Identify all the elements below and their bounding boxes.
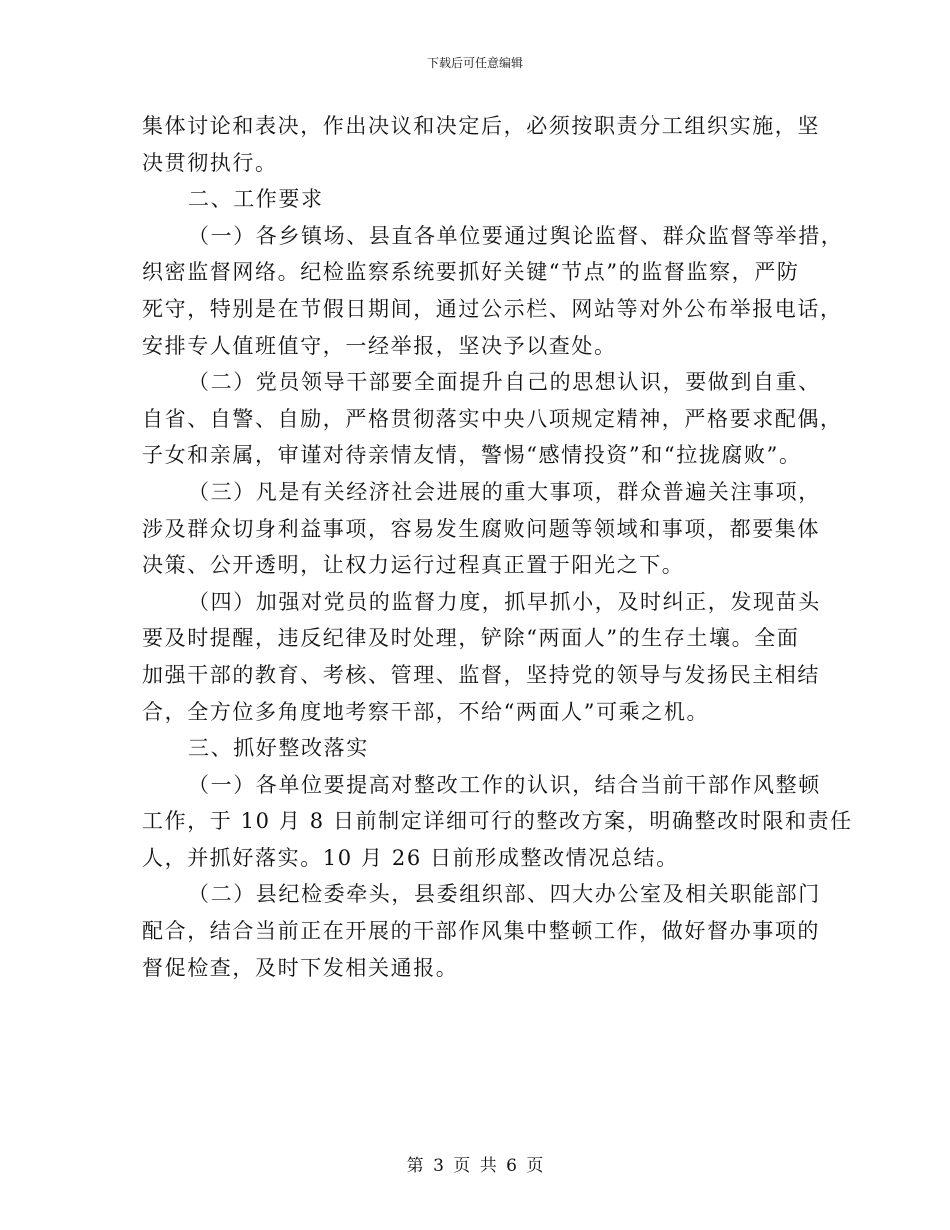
text-line: 安排专人值班值守，一经举报，坚决予以查处。 — [142, 333, 617, 358]
text-line: 织密监督网络。纪检监察系统要抓好关键“节点”的监督监察，严防 — [142, 260, 800, 285]
text-line: 要及时提醒，违反纪律及时处理，铲除“两面人”的生存土壤。全面 — [142, 626, 800, 651]
text-line: （三）凡是有关经济社会进展的重大事项，群众普遍关注事项， — [188, 479, 821, 504]
text-line: （一）各单位要提高对整改工作的认识，结合当前干部作风整顿 — [188, 772, 821, 797]
text-line: （一）各乡镇场、县直各单位要通过舆论监督、群众监督等举措， — [188, 223, 844, 248]
page-number: 第 3 页 共 6 页 — [406, 1156, 544, 1176]
text-line: （二）党员领导干部要全面提升自己的思想认识，要做到自重、 — [188, 370, 821, 395]
document-body — [142, 108, 853, 986]
text-line: 死守，特别是在节假日期间，通过公示栏、网站等对外公布举报电话， — [142, 296, 843, 321]
text-line: 配合，结合当前正在开展的干部作风集中整顿工作，做好督办事项的 — [142, 919, 820, 944]
section-heading: 二、工作要求 — [188, 187, 324, 212]
text-line: （二）县纪检委牵头，县委组织部、四大办公室及相关职能部门 — [188, 882, 821, 907]
text-line: 子女和亲属，审谨对待亲情友情，警惕“感情投资”和“拉拢腐败”。 — [142, 443, 802, 468]
text-line: 工作，于 10 月 8 日前制定详细可行的整改方案，明确整改时限和责任 — [142, 809, 853, 834]
text-line: 人，并抓好落实。10 月 26 日前形成整改情况总结。 — [142, 845, 679, 870]
text-line: 涉及群众切身利益事项，容易发生腐败问题等领域和事项，都要集体 — [142, 516, 820, 541]
text-line: 督促检查，及时下发相关通报。 — [142, 955, 459, 980]
text-line: 加强干部的教育、考核、管理、监督，坚持党的领导与发扬民主相结 — [142, 662, 820, 687]
section-heading: 三、抓好整改落实 — [188, 736, 369, 761]
text-line: 决策、公开透明，让权力运行过程真正置于阳光之下。 — [142, 553, 685, 578]
text-line: 合，全方位多角度地考察干部，不给“两面人”可乘之机。 — [142, 699, 710, 724]
text-line: 决贯彻执行。 — [142, 150, 278, 175]
header-note: 下载后可任意编辑 — [426, 56, 523, 70]
text-line: （四）加强对党员的监督力度，抓早抓小，及时纠正，发现苗头 — [188, 589, 821, 614]
text-line: 自省、自警、自励，严格贯彻落实中央八项规定精神，严格要求配偶， — [142, 406, 843, 431]
text-line: 集体讨论和表决，作出决议和决定后，必须按职责分工组织实施，坚 — [142, 114, 820, 138]
